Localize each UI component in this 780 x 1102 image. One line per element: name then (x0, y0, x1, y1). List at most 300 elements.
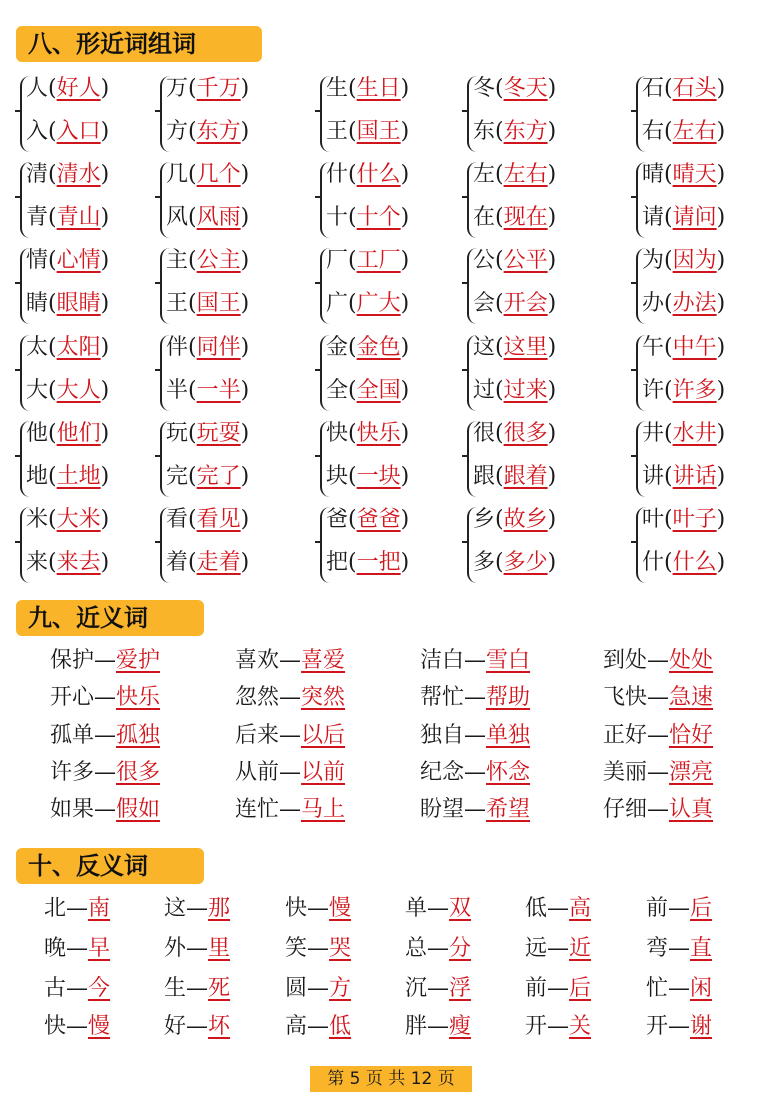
word-answer: 清水 (56, 162, 101, 187)
word-answer: 中午 (672, 335, 717, 360)
antonym-answer: 关 (569, 1014, 592, 1039)
character: 晴 (642, 162, 665, 187)
char-group (160, 72, 310, 158)
character: 东 (473, 119, 496, 144)
word-answer: 爸爸 (356, 507, 401, 532)
char-word-line: 多(多少) (473, 550, 557, 575)
char-group (636, 331, 780, 417)
char-word-line: 情(心情) (26, 248, 110, 273)
char-group (467, 331, 617, 417)
word-answer: 大米 (56, 507, 101, 532)
synonym-word: 后来 (235, 723, 280, 748)
character: 午 (642, 335, 665, 360)
char-word-line: 过(过来) (473, 378, 557, 403)
character: 这 (473, 335, 496, 360)
word-answer: 很多 (503, 421, 548, 446)
word-answer: 金色 (356, 335, 401, 360)
antonym-word: 前 (525, 976, 548, 1001)
synonym-answer: 突然 (301, 685, 346, 710)
character: 人 (26, 76, 49, 101)
synonym-answer: 爱护 (116, 648, 161, 673)
char-group (636, 158, 780, 244)
word-answer: 开会 (503, 291, 548, 316)
synonym-answer: 希望 (486, 797, 531, 822)
char-word-line: 王(国王) (326, 119, 410, 144)
antonym-word: 低 (525, 896, 548, 921)
char-word-line: 为(因为) (642, 248, 726, 273)
word-answer: 快乐 (356, 421, 401, 446)
character: 来 (26, 550, 49, 575)
antonym-word: 单 (405, 896, 428, 921)
char-word-line: 方(东方) (166, 119, 250, 144)
char-word-line: 入(入口) (26, 119, 110, 144)
section-10-title: 十、反义词 (16, 848, 204, 884)
character: 冬 (473, 76, 496, 101)
synonym-pair: 洁白—雪白 (420, 648, 531, 673)
synonym-word: 如果 (50, 797, 95, 822)
character: 乡 (473, 507, 496, 532)
character: 请 (642, 205, 665, 230)
char-word-line: 爸(爸爸) (326, 507, 410, 532)
synonym-word: 帮忙 (420, 685, 465, 710)
char-word-line: 王(国王) (166, 291, 250, 316)
char-group (20, 72, 170, 158)
word-answer: 什么 (356, 162, 401, 187)
char-word-line: 来(来去) (26, 550, 110, 575)
antonym-pair: 低—高 (525, 896, 592, 921)
character: 很 (473, 421, 496, 446)
word-answer: 什么 (672, 550, 717, 575)
character: 万 (166, 76, 189, 101)
char-word-line: 叶(叶子) (642, 507, 726, 532)
synonym-pair: 开心—快乐 (50, 685, 161, 710)
antonym-pair: 沉—浮 (405, 976, 472, 1001)
synonym-pair: 独自—单独 (420, 723, 531, 748)
char-word-line: 石(石头) (642, 76, 726, 101)
antonym-pair: 开—关 (525, 1014, 592, 1039)
character: 叶 (642, 507, 665, 532)
character: 什 (326, 162, 349, 187)
char-word-line: 大(大人) (26, 378, 110, 403)
character: 清 (26, 162, 49, 187)
antonym-pair: 晚—早 (44, 936, 111, 961)
character: 生 (326, 76, 349, 101)
antonym-word: 快 (44, 1014, 67, 1039)
char-word-line: 这(这里) (473, 335, 557, 360)
char-word-line: 把(一把) (326, 550, 410, 575)
char-word-line: 左(左右) (473, 162, 557, 187)
antonym-answer: 后 (569, 976, 592, 1001)
antonym-word: 好 (164, 1014, 187, 1039)
synonym-answer: 漂亮 (669, 760, 714, 785)
char-word-line: 玩(玩耍) (166, 421, 250, 446)
synonym-word: 美丽 (603, 760, 648, 785)
antonym-pair: 远—近 (525, 936, 592, 961)
word-answer: 几个 (196, 162, 241, 187)
character: 为 (642, 248, 665, 273)
antonym-pair: 前—后 (646, 896, 713, 921)
synonym-answer: 快乐 (116, 685, 161, 710)
char-word-line: 几(几个) (166, 162, 250, 187)
character: 看 (166, 507, 189, 532)
synonym-word: 从前 (235, 760, 280, 785)
synonym-answer: 喜爱 (301, 648, 346, 673)
word-answer: 太阳 (56, 335, 101, 360)
antonym-word: 这 (164, 896, 187, 921)
character: 井 (642, 421, 665, 446)
word-answer: 青山 (56, 205, 101, 230)
char-word-line: 金(金色) (326, 335, 410, 360)
synonym-pair: 如果—假如 (50, 797, 161, 822)
character: 跟 (473, 464, 496, 489)
character: 主 (166, 248, 189, 273)
char-word-line: 午(中午) (642, 335, 726, 360)
antonym-answer: 早 (88, 936, 111, 961)
antonym-answer: 死 (208, 976, 231, 1001)
char-group (160, 244, 310, 330)
synonym-word: 独自 (420, 723, 465, 748)
synonym-answer: 以后 (301, 723, 346, 748)
character: 青 (26, 205, 49, 230)
word-answer: 看见 (196, 507, 241, 532)
synonym-answer: 假如 (116, 797, 161, 822)
char-word-line: 井(水井) (642, 421, 726, 446)
word-answer: 玩耍 (196, 421, 241, 446)
antonym-answer: 里 (208, 936, 231, 961)
synonym-pair: 正好—恰好 (603, 723, 714, 748)
synonym-pair: 飞快—急速 (603, 685, 714, 710)
antonym-pair: 快—慢 (44, 1014, 111, 1039)
synonym-pair: 保护—爱护 (50, 648, 161, 673)
antonym-word: 远 (525, 936, 548, 961)
synonym-pair: 帮忙—帮助 (420, 685, 531, 710)
synonym-pair: 连忙—马上 (235, 797, 346, 822)
character: 把 (326, 550, 349, 575)
word-answer: 水井 (672, 421, 717, 446)
word-answer: 公主 (196, 248, 241, 273)
char-group (636, 503, 780, 589)
char-group (20, 503, 170, 589)
synonym-word: 忽然 (235, 685, 280, 710)
section-9-title: 九、近义词 (16, 600, 204, 636)
synonym-word: 保护 (50, 648, 95, 673)
char-word-line: 块(一块) (326, 464, 410, 489)
character: 入 (26, 119, 49, 144)
antonym-word: 生 (164, 976, 187, 1001)
character: 方 (166, 119, 189, 144)
character: 全 (326, 378, 349, 403)
char-group (160, 331, 310, 417)
word-answer: 一半 (196, 378, 241, 403)
char-word-line: 伴(同伴) (166, 335, 250, 360)
char-word-line: 十(十个) (326, 205, 410, 230)
word-answer: 讲话 (672, 464, 717, 489)
character: 在 (473, 205, 496, 230)
word-answer: 左右 (503, 162, 548, 187)
char-word-line: 睛(眼睛) (26, 291, 110, 316)
char-word-line: 办(办法) (642, 291, 726, 316)
character: 大 (26, 378, 49, 403)
antonym-answer: 分 (449, 936, 472, 961)
page-number: 第 5 页 共 12 页 (310, 1066, 472, 1092)
character: 什 (642, 550, 665, 575)
word-answer: 国王 (356, 119, 401, 144)
character: 米 (26, 507, 49, 532)
synonym-pair: 盼望—希望 (420, 797, 531, 822)
char-group (467, 503, 617, 589)
char-group (636, 72, 780, 158)
char-word-line: 着(走着) (166, 550, 250, 575)
character: 广 (326, 291, 349, 316)
word-answer: 广大 (356, 291, 401, 316)
char-group (20, 244, 170, 330)
char-word-line: 看(看见) (166, 507, 250, 532)
antonym-word: 圆 (285, 976, 308, 1001)
char-word-line: 广(广大) (326, 291, 410, 316)
character: 他 (26, 421, 49, 446)
antonym-pair: 快—慢 (285, 896, 352, 921)
antonym-answer: 那 (208, 896, 231, 921)
character: 十 (326, 205, 349, 230)
char-word-line: 跟(跟着) (473, 464, 557, 489)
character: 地 (26, 464, 49, 489)
antonym-word: 北 (44, 896, 67, 921)
word-answer: 公平 (503, 248, 548, 273)
antonym-pair: 圆—方 (285, 976, 352, 1001)
char-word-line: 全(全国) (326, 378, 410, 403)
antonym-answer: 浮 (449, 976, 472, 1001)
character: 石 (642, 76, 665, 101)
character: 王 (326, 119, 349, 144)
char-group (320, 158, 470, 244)
word-answer: 故乡 (503, 507, 548, 532)
char-word-line: 地(土地) (26, 464, 110, 489)
antonym-answer: 直 (690, 936, 713, 961)
synonym-answer: 马上 (301, 797, 346, 822)
character: 风 (166, 205, 189, 230)
char-word-line: 人(好人) (26, 76, 110, 101)
character: 玩 (166, 421, 189, 446)
section-8-title: 八、形近词组词 (16, 26, 262, 62)
antonym-pair: 外—里 (164, 936, 231, 961)
synonym-pair: 到处—处处 (603, 648, 714, 673)
antonym-word: 弯 (646, 936, 669, 961)
character: 快 (326, 421, 349, 446)
synonym-answer: 处处 (669, 648, 714, 673)
char-word-line: 风(风雨) (166, 205, 250, 230)
synonym-answer: 很多 (116, 760, 161, 785)
synonym-word: 仔细 (603, 797, 648, 822)
antonym-word: 高 (285, 1014, 308, 1039)
character: 会 (473, 291, 496, 316)
antonym-pair: 前—后 (525, 976, 592, 1001)
char-group (160, 503, 310, 589)
antonym-pair: 高—低 (285, 1014, 352, 1039)
antonym-word: 外 (164, 936, 187, 961)
char-group (160, 417, 310, 503)
antonym-word: 笑 (285, 936, 308, 961)
char-group (20, 158, 170, 244)
char-group (467, 417, 617, 503)
char-group (160, 158, 310, 244)
char-word-line: 东(东方) (473, 119, 557, 144)
synonym-pair: 忽然—突然 (235, 685, 346, 710)
antonym-answer: 双 (449, 896, 472, 921)
char-group (636, 244, 780, 330)
character: 左 (473, 162, 496, 187)
word-answer: 跟着 (503, 464, 548, 489)
char-group (636, 417, 780, 503)
antonym-word: 开 (525, 1014, 548, 1039)
word-answer: 东方 (196, 119, 241, 144)
synonym-pair: 许多—很多 (50, 760, 161, 785)
character: 半 (166, 378, 189, 403)
synonym-answer: 恰好 (669, 723, 714, 748)
word-answer: 心情 (56, 248, 101, 273)
synonym-word: 纪念 (420, 760, 465, 785)
antonym-word: 胖 (405, 1014, 428, 1039)
word-answer: 因为 (672, 248, 717, 273)
character: 王 (166, 291, 189, 316)
word-answer: 完了 (196, 464, 241, 489)
antonym-answer: 哭 (329, 936, 352, 961)
synonym-word: 连忙 (235, 797, 280, 822)
char-group (467, 244, 617, 330)
word-answer: 晴天 (672, 162, 717, 187)
char-word-line: 青(青山) (26, 205, 110, 230)
antonym-pair: 胖—瘦 (405, 1014, 472, 1039)
synonym-answer: 急速 (669, 685, 714, 710)
character: 太 (26, 335, 49, 360)
antonym-word: 忙 (646, 976, 669, 1001)
antonym-pair: 忙—闲 (646, 976, 713, 1001)
antonym-answer: 高 (569, 896, 592, 921)
synonym-pair: 喜欢—喜爱 (235, 648, 346, 673)
word-answer: 这里 (503, 335, 548, 360)
synonym-word: 许多 (50, 760, 95, 785)
word-answer: 大人 (56, 378, 101, 403)
antonym-answer: 南 (88, 896, 111, 921)
synonym-answer: 以前 (301, 760, 346, 785)
char-word-line: 乡(故乡) (473, 507, 557, 532)
char-word-line: 什(什么) (642, 550, 726, 575)
word-answer: 一把 (356, 550, 401, 575)
synonym-word: 开心 (50, 685, 95, 710)
char-group (320, 72, 470, 158)
antonym-word: 快 (285, 896, 308, 921)
char-word-line: 米(大米) (26, 507, 110, 532)
antonym-answer: 谢 (690, 1014, 713, 1039)
word-answer: 土地 (56, 464, 101, 489)
char-word-line: 会(开会) (473, 291, 557, 316)
char-word-line: 冬(冬天) (473, 76, 557, 101)
char-word-line: 半(一半) (166, 378, 250, 403)
antonym-word: 前 (646, 896, 669, 921)
antonym-word: 沉 (405, 976, 428, 1001)
word-answer: 国王 (196, 291, 241, 316)
synonym-answer: 认真 (669, 797, 714, 822)
antonym-answer: 慢 (329, 896, 352, 921)
char-group (467, 158, 617, 244)
character: 右 (642, 119, 665, 144)
character: 许 (642, 378, 665, 403)
antonym-word: 古 (44, 976, 67, 1001)
word-answer: 过来 (503, 378, 548, 403)
word-answer: 走着 (196, 550, 241, 575)
char-group (320, 503, 470, 589)
character: 多 (473, 550, 496, 575)
antonym-answer: 闲 (690, 976, 713, 1001)
character: 金 (326, 335, 349, 360)
char-word-line: 什(什么) (326, 162, 410, 187)
word-answer: 东方 (503, 119, 548, 144)
char-group (320, 331, 470, 417)
synonym-pair: 孤单—孤独 (50, 723, 161, 748)
word-answer: 好人 (56, 76, 101, 101)
char-word-line: 快(快乐) (326, 421, 410, 446)
char-word-line: 厂(工厂) (326, 248, 410, 273)
character: 过 (473, 378, 496, 403)
synonym-pair: 从前—以前 (235, 760, 346, 785)
synonym-word: 喜欢 (235, 648, 280, 673)
word-answer: 同伴 (196, 335, 241, 360)
char-word-line: 公(公平) (473, 248, 557, 273)
antonym-pair: 好—坏 (164, 1014, 231, 1039)
antonym-pair: 生—死 (164, 976, 231, 1001)
antonym-pair: 北—南 (44, 896, 111, 921)
antonym-pair: 古—今 (44, 976, 111, 1001)
antonym-answer: 慢 (88, 1014, 111, 1039)
synonym-pair: 后来—以后 (235, 723, 346, 748)
word-answer: 入口 (56, 119, 101, 144)
char-word-line: 许(许多) (642, 378, 726, 403)
word-answer: 十个 (356, 205, 401, 230)
synonym-answer: 帮助 (486, 685, 531, 710)
synonym-pair: 仔细—认真 (603, 797, 714, 822)
char-word-line: 生(生日) (326, 76, 410, 101)
synonym-word: 飞快 (603, 685, 648, 710)
word-answer: 冬天 (503, 76, 548, 101)
antonym-answer: 近 (569, 936, 592, 961)
char-word-line: 主(公主) (166, 248, 250, 273)
char-group (320, 417, 470, 503)
synonym-word: 孤单 (50, 723, 95, 748)
char-word-line: 万(千万) (166, 76, 250, 101)
word-answer: 生日 (356, 76, 401, 101)
antonym-answer: 低 (329, 1014, 352, 1039)
antonym-word: 开 (646, 1014, 669, 1039)
antonym-word: 总 (405, 936, 428, 961)
antonym-answer: 瘦 (449, 1014, 472, 1039)
char-word-line: 完(完了) (166, 464, 250, 489)
synonym-word: 到处 (603, 648, 648, 673)
char-group (320, 244, 470, 330)
word-answer: 石头 (672, 76, 717, 101)
character: 着 (166, 550, 189, 575)
word-answer: 他们 (56, 421, 101, 446)
word-answer: 千万 (196, 76, 241, 101)
word-answer: 风雨 (196, 205, 241, 230)
char-word-line: 他(他们) (26, 421, 110, 446)
character: 伴 (166, 335, 189, 360)
synonym-answer: 怀念 (486, 760, 531, 785)
character: 公 (473, 248, 496, 273)
character: 块 (326, 464, 349, 489)
character: 厂 (326, 248, 349, 273)
character: 办 (642, 291, 665, 316)
word-answer: 来去 (56, 550, 101, 575)
synonym-answer: 孤独 (116, 723, 161, 748)
